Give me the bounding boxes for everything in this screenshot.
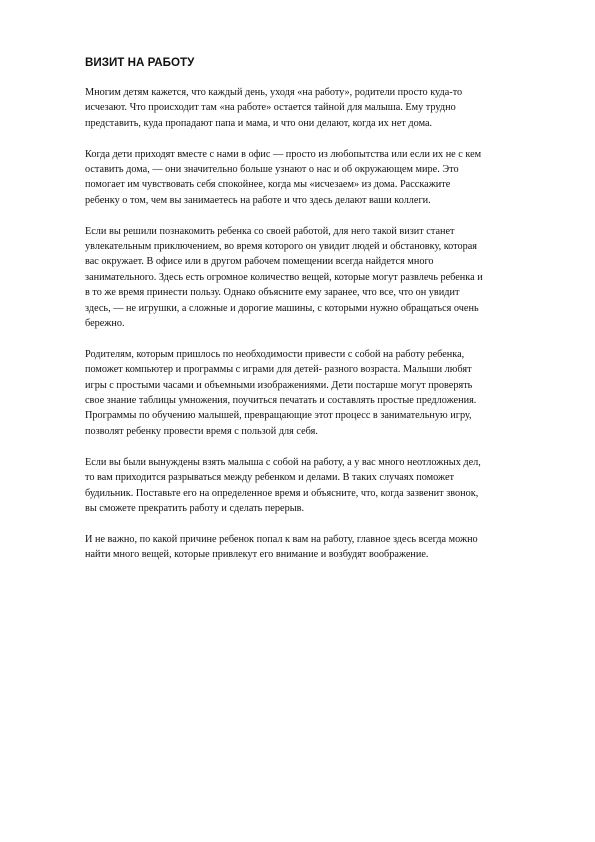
paragraph-line: И не важно, по какой причине ребенок попал к вам на работу, главное здесь всегда можно (85, 533, 478, 545)
paragraph-line: вы сможете прекратить работу и сделать перерыв. (85, 502, 305, 514)
paragraph-line: исчезают. Что происходит там «на работе» остается тайной для малыша. Ему трудно (85, 102, 456, 114)
paragraph-line: вас окружает. В офисе или в другом рабочем помещении всегда найдется много (85, 256, 434, 268)
paragraph-3 (85, 224, 551, 332)
paragraph-line: увлекательным приключением, во время которого он увидит людей и обстановку, которая (85, 241, 478, 253)
paragraph-line: найти много вещей, которые привлекут его внимание и возбудят воображение. (85, 549, 429, 561)
paragraph-line: здесь, — не игрушки, а сложные и дорогие машины, с которыми нужно обращаться очень (85, 302, 479, 314)
paragraph-line: Многим детям кажется, что каждый день, уходя «на работу», родители просто куда-то (85, 87, 463, 98)
paragraph-6 (85, 532, 551, 563)
paragraph-line: Если вы решили познакомить ребенка со своей работой, для него такой визит станет (85, 225, 455, 237)
paragraph-line: занимательного. Здесь есть огромное количество вещей, которые могут развлечь ребенка и (85, 271, 483, 283)
paragraph-line: в то же время принести пользу. Однако объясните ему заранее, что все, что он увидит (85, 287, 460, 299)
paragraph-line: Программы по обучению малышей, превращающие этот процесс в занимательную игру, (85, 410, 472, 422)
paragraph-line: бережно. (85, 318, 125, 330)
paragraph-line: Когда дети приходят вместе с нами в офис — просто из любопытства или если их не с кем (85, 148, 482, 160)
paragraph-line: ребенку о том, чем вы занимаетесь на работе и что здесь делают ваши коллеги. (85, 194, 431, 206)
paragraph-2 (85, 147, 551, 209)
paragraph-line: поможет компьютер и программы с играми для детей- разного возраста. Малыши любят (85, 364, 472, 376)
paragraph-line: будильник. Поставьте его на определенное время и объясните, что, когда зазвенит звонок, (85, 487, 479, 499)
paragraph-line: помогает им чувствовать себя спокойнее, когда мы «исчезаем» из дома. Расскажите (85, 179, 451, 191)
paragraph-line: свое знание таблицы умножения, поучиться печатать и составлять простые предложения. (85, 395, 477, 407)
paragraph-1 (85, 85, 551, 131)
paragraph-line: представить, куда пропадают папа и мама, и что они делают, когда их нет дома. (85, 117, 433, 129)
paragraph-line: Родителям, которым пришлось по необходимости привести с собой на работу ребенка, (85, 348, 465, 360)
paragraph-5 (85, 455, 551, 517)
paragraph-line: игры с простыми часами и объемными изображениями. Дети постарше могут проверять (85, 379, 473, 391)
paragraph-line: оставить дома, — они значительно больше узнают о нас и об окружающем мире. Это (85, 164, 459, 176)
document-page (85, 56, 551, 578)
paragraph-line: Если вы были вынуждены взять малыша с собой на работу, а у вас много неотложных дел, (85, 456, 481, 468)
paragraph-line: позволят ребенку провести время с пользой для себя. (85, 425, 318, 437)
document-title: ВИЗИТ НА РАБОТУ (85, 56, 195, 69)
paragraph-4 (85, 347, 551, 439)
paragraph-line: то вам приходится разрываться между ребенком и делами. В таких случаях поможет (85, 472, 454, 484)
